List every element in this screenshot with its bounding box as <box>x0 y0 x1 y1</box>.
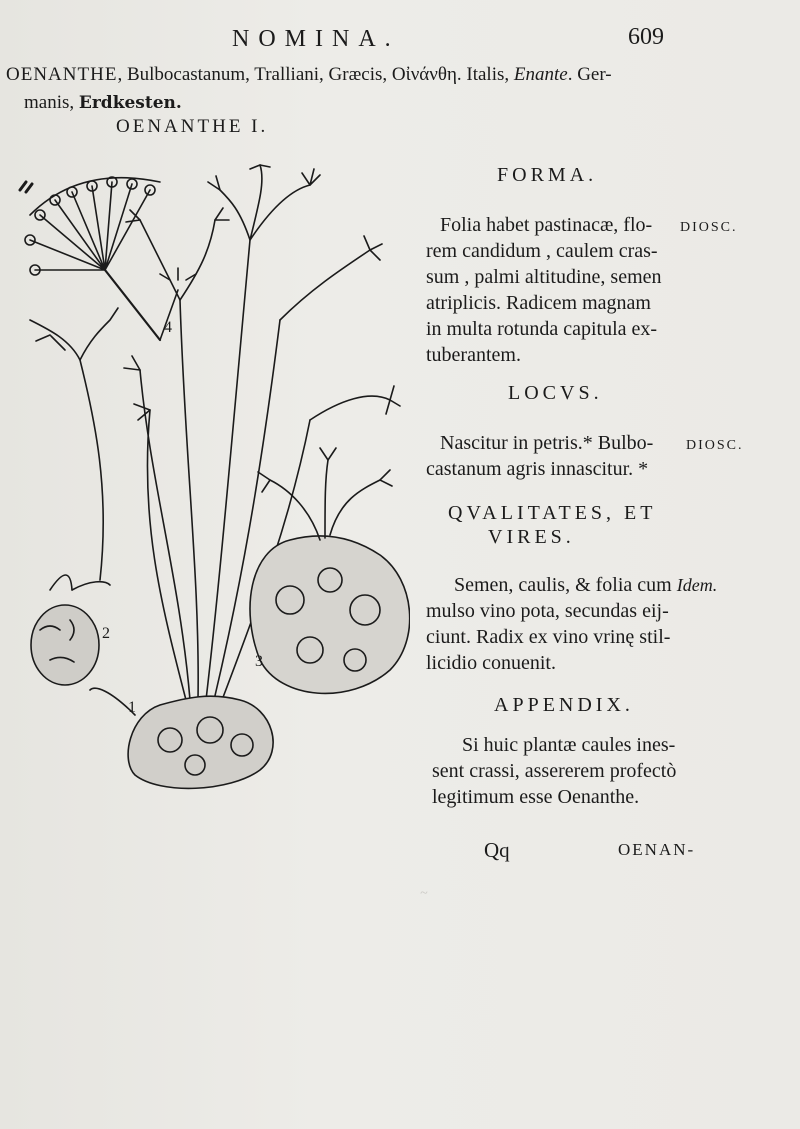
text-line: Nascitur in petris.* Bulbo- <box>440 432 654 454</box>
text-line: in multa rotunda capitula ex- <box>426 318 658 340</box>
heading-vires: VIRES. <box>488 526 575 548</box>
plate-label-1: 1 <box>128 699 136 716</box>
names-line-1-end: . Ger- <box>567 64 612 85</box>
umbel-flower-head <box>20 177 160 340</box>
running-head: NOMINA. <box>232 26 400 52</box>
text-line: sent crassi, assererem profectò <box>432 760 677 782</box>
margin-note-idem: Idem. <box>676 575 718 595</box>
tuber-figure-1 <box>90 688 273 788</box>
text-line: castanum agris innascitur. * <box>426 458 649 480</box>
text-line: mulso vino pota, secundas eij- <box>426 600 669 622</box>
italian-name: Enante <box>513 64 568 85</box>
text-line: ciunt. Radix ex vino vrinę stil- <box>426 626 671 648</box>
names-line-2-start: manis, <box>24 92 79 113</box>
heading-qualitates: QVALITATES, ET <box>448 502 657 524</box>
heading-forma: FORMA. <box>497 164 598 186</box>
margin-note-locus: DIOSC. <box>686 438 744 453</box>
margin-note-forma: DIOSC. <box>680 220 738 235</box>
text-line <box>426 572 717 598</box>
leaf-sprays <box>124 165 400 420</box>
text-line-content: Semen, caulis, & folia cum <box>454 574 672 596</box>
signature-mark: Qq <box>484 838 510 862</box>
page-number: 609 <box>628 24 664 50</box>
text-line: sum , palmi altitudine, semen <box>426 266 662 288</box>
names-line-1-rest: , Bulbocastanum, Tralliani, Græcis, Οἰνάνθη. Italis, <box>117 64 514 85</box>
qualitates-text <box>426 572 717 676</box>
plant-name-latin: OENANTHE <box>6 64 118 85</box>
text-line: atriplicis. Radicem magnam <box>426 292 651 314</box>
locus-text <box>426 430 653 482</box>
text-line: rem candidum , caulem cras- <box>426 240 658 262</box>
appendix-text <box>432 732 676 810</box>
plate-label-4: 4 <box>164 319 172 336</box>
catchword: OENAN- <box>618 840 696 859</box>
plate-title: OENANTHE I. <box>116 116 269 137</box>
names-line-1 <box>6 64 612 86</box>
plate-label-2: 2 <box>102 625 110 642</box>
text-line: licidio conuenit. <box>426 652 556 674</box>
sprig-figure-2 <box>30 308 118 590</box>
text-line: tuberantem. <box>426 344 521 366</box>
plate-label-3: 3 <box>255 653 263 670</box>
heading-locus: LOCVS. <box>508 382 603 404</box>
bleed-through-text: ~ <box>420 886 428 901</box>
tuber-figure-3 <box>250 448 410 693</box>
oenanthe-woodcut-illustration <box>10 160 410 800</box>
german-name: Erdkesten. <box>78 93 182 113</box>
text-line: Si huic plantæ caules ines- <box>462 734 676 756</box>
heading-appendix: APPENDIX. <box>494 694 634 716</box>
text-line: legitimum esse Oenanthe. <box>432 786 640 808</box>
text-line: Folia habet pastinacæ, flo- <box>440 214 653 236</box>
forma-text <box>426 212 662 368</box>
tuber-figure-2 <box>31 605 99 685</box>
names-line-2 <box>24 92 182 114</box>
